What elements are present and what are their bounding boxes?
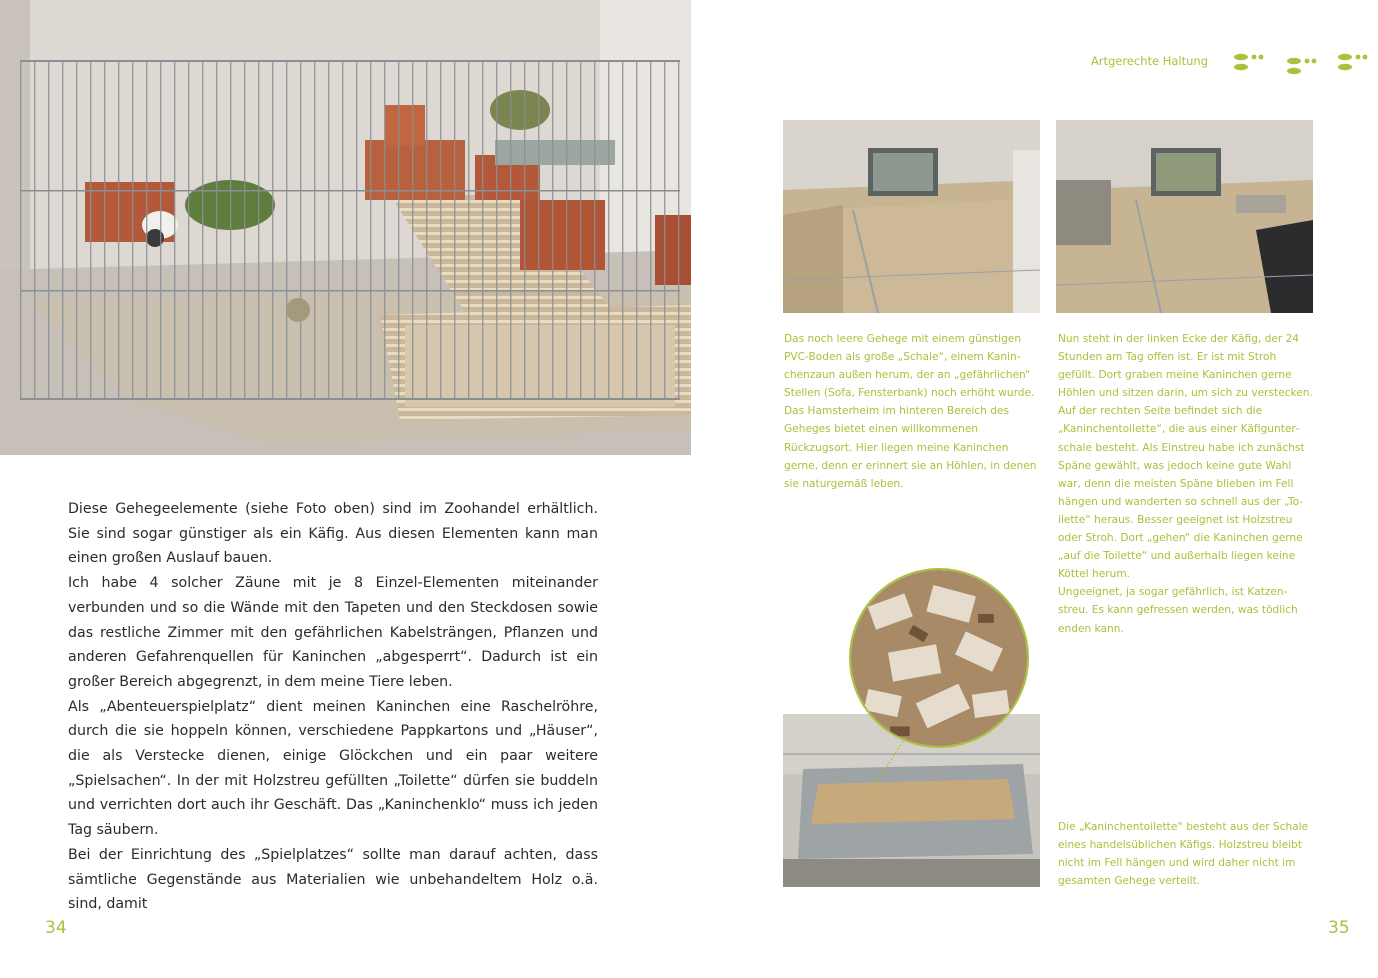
page-number-left: 34	[45, 918, 67, 938]
furnished-enclosure-photo	[1056, 120, 1313, 313]
caption-furnished-enclosure	[1058, 330, 1314, 638]
empty-enclosure-photo	[783, 120, 1040, 313]
wood-litter-zoom-photo	[849, 568, 1029, 748]
caption-litter-tray	[1058, 818, 1314, 890]
enclosure-photo	[0, 0, 691, 455]
running-head: Artgerechte Haltung	[1090, 54, 1208, 68]
page-number-right: 35	[1328, 918, 1350, 938]
paw-prints-icon	[1232, 48, 1378, 78]
caption-empty-enclosure	[784, 330, 1040, 493]
caption-text: Nun steht in der linken Ecke der Käfig, der 24 Stunden am Tag offen ist. Er ist mit Stroh gefüllt. Dort graben meine Kaninchen gerne Höhlen und sitzen darin, um sich zu verstecken. Auf der rechten Seite befindet sich die „Kaninchentoilette“, die aus einer Käfigunterschale besteht. Als Einstreu habe ich zunächst Späne gewählt, was jedoch keine gute Wahl war, denn die meisten Späne blieben im Fell hängen und wanderten so schnell aus der „Toilette“ heraus. Besser geeignet ist Holzstreu oder Stroh. Dort „gehen“ die Kaninchen gerne „auf die Toilette“ und außerhalb liegen keine Köttel herum.	[1058, 333, 1313, 581]
caption-text: Die „Kaninchentoilette“ besteht aus der Schale eines handelsüblichen Käfigs. Holzstreu bleibt nicht im Fell hängen und wird daher nicht im gesamten Gehege verteilt.	[1058, 821, 1309, 888]
paragraph: Bei der Einrichtung des „Spielplatzes“ sollte man darauf achten, dass sämtliche Gegenstände aus Materialien wie unbehandeltem Holz o.ä. sind, damit	[68, 846, 598, 913]
paragraph: Als „Abenteuerspielplatz“ dient meinen Kaninchen eine Raschelröhre, durch die sie hoppeln können, verschiedene Pappkartons und „Häuser“, die als Verstecke dienen, einige Glöckchen und ein paar weitere „Spielsachen“. In der mit Holzstreu gefüllten „Toilette“ dürfen sie buddeln und verrichten dort auch ihr Geschäft. Das „Kaninchenklo“ muss ich jeden Tag säubern.	[68, 698, 598, 839]
paragraph: Ich habe 4 solcher Zäune mit je 8 Einzel-Elementen miteinander verbunden und so die Wände mit den Tapeten und den Steckdosen sowie das restliche Zimmer mit den gefährlichen Kabelsträngen, Pflanzen und anderen Gefahrenquellen für Kaninchen „abgesperrt“. Dadurch ist ein großer Bereich abgegrenzt, in dem meine Tiere leben.	[68, 575, 598, 690]
caption-text: Ungeeignet, ja sogar gefährlich, ist Katzenstreu. Es kann gefressen werden, was tödlich enden kann.	[1058, 586, 1298, 635]
paragraph: Diese Gehegeelemente (siehe Foto oben) sind im Zoohandel erhältlich. Sie sind sogar günstiger als ein Käfig. Aus diesen Elementen kann man einen großen Auslauf bauen.	[68, 501, 598, 567]
body-text	[68, 497, 598, 917]
caption-text: Das noch leere Gehege mit einem günstigen PVC-Boden als große „Schale“, einem Kaninchenzaun außen herum, der an „gefährlichen“ Stellen (Sofa, Fensterbank) noch erhöht wurde. Das Hamsterheim im hinteren Bereich des Geheges bietet einen willkommenen Rückzugsort. Hier liegen meine Kaninchen gerne, denn er erinnert sie an Höhlen, in denen sie naturgemäß leben.	[784, 333, 1037, 490]
